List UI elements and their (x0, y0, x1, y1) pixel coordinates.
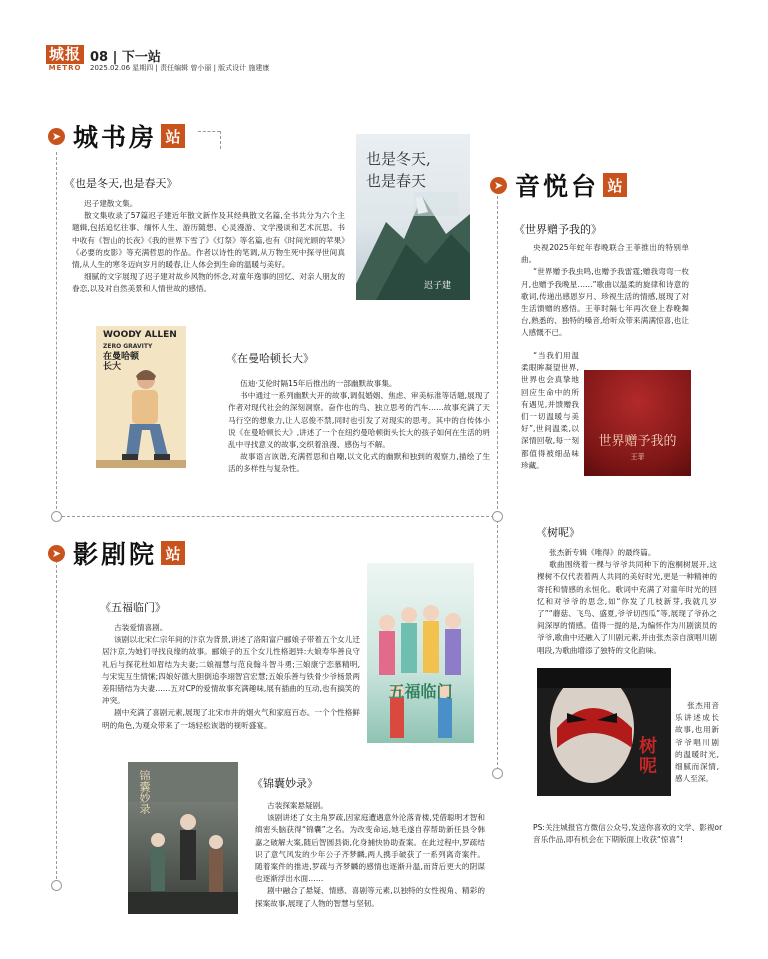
book-review: 伍迪·艾伦时隔15年后推出的一部幽默故事集。 书中通过一系列幽默大开的故事,调侃婚姻、焦虑、审美标准等话题,展现了作者对现代社会的深刻洞察。奋作也的鸟、独立思考的汽车……故事充满了天马行空的想象力,让人忍俊不禁,同时也引发了对现实的思考。其中的自传体小说《在曼哈顿长大》,讲述了一个在纽约曼哈顿街头长大的孩子如何在生活的坍乱中寻找意义的故事,交织着浪漫、感伤与不解。 故事语言诙谐,充满哲思和自嘲,以文化式的幽默和独到的观察力,描绘了生活的多样性与复杂性。 (228, 379, 490, 474)
drama-poster-image (128, 762, 238, 914)
divider-dot (51, 880, 62, 891)
divider-dot (51, 511, 62, 522)
section-title-books: ➤ 城书房 站 (48, 118, 185, 154)
cover-author: 迟子建 (424, 281, 452, 291)
album-cover-title: 树呢 (636, 736, 657, 776)
drama-title: 《五福临门》 (100, 601, 166, 614)
book-title: 《也是冬天,也是春天》 (64, 177, 178, 190)
logo-en: METRO (48, 64, 82, 72)
divider-top-left (198, 131, 220, 132)
section-title-films: ➤ 影剧院 站 (48, 535, 185, 571)
cover-en: ZERO GRAVITY (103, 343, 153, 350)
divider-dot (492, 768, 503, 779)
drama-poster-title: 锦囊妙录 (138, 770, 151, 814)
arrow-right-icon: ➤ (490, 177, 507, 194)
logo-cn: 城报 (46, 45, 84, 64)
issue-line: 2025.02.06 星期四 | 责任编辑 曾小丽 | 版式设计 施建康 (90, 64, 270, 72)
cover-author: WOODY ALLEN (103, 330, 177, 340)
divider-left-top (56, 152, 57, 514)
drama-poster-title: 五福临门 (388, 682, 453, 701)
metro-logo (46, 45, 84, 73)
drama-review: 古装爱情喜剧。 该剧以北宋仁宗年间的汴京为背景,讲述了洛阳富户郦娘子带着五个女儿迁居汴京,为她们寻找良缘的故事。郦娘子的五个女儿性格迥异:大娘寿华善良守礼后与探花杜如眉结为夫妻;二娘福慧与范良翰斗智斗勇;三娘康宁恋慕精明,与宋宪互生情愫;四娘好德大胆倒追李翊智宫宏慧;五娘乐善与铁骨少爷杨景两差阳错结为夫妻……五对CP的爱情故事充满趣味,展有插曲的互动,也有搞笑的冲突。 剧中充满了喜剧元素,展现了北宋市井的烟火气和家庭百态。一个个性格鲜明的角色,为观众带来了一场轻松诙谐的视听盛宴。 (102, 623, 360, 730)
drama-title: 《锦囊妙录》 (252, 777, 318, 790)
song-review: 央视2025年蛇年春晚联合王菲推出的特别单曲。 “世界赠予我虫鸣,也赠予我雷霆;赠我弯弯一枚月,也赠予我晚星……”歌曲以温柔的旋律和诗意的歌词,传递出感恩岁月、珍视生活的情感,展现了对生活馈赠的感悟。王菲时隔七年再次登上春晚舞台,熟悉的、独特的嗓音,给听众带来满满惊喜,也让人感慨不已。 (521, 243, 689, 338)
divider-center-bottom (497, 520, 498, 770)
song-review-wrap: “当我们用温柔眼眸凝望世界,世界也会真挚地回应生命中的所有遇见,并馈赠我们一切温暖与美好”,世间温柔,以深情回敬,每一刻都值得被细品味珍藏。 (521, 351, 579, 470)
book-title: 《在曼哈顿长大》 (226, 352, 314, 365)
song-review-wrap: 张杰用音乐讲述成长故事,也用新爷爷唱川剧的温暖时光,细腻而深情,感人至深。 (675, 701, 719, 784)
divider-left-bottom (56, 560, 57, 884)
drama-poster-image (367, 563, 474, 743)
album-cover-image (584, 370, 691, 476)
divider-center-top (497, 196, 498, 514)
divider-top-stub (220, 131, 221, 149)
arrow-right-icon: ➤ (48, 128, 65, 145)
album-cover-artist: 王菲 (630, 453, 645, 461)
song-title: 《树呢》 (536, 526, 580, 539)
drama-review: 古装探案悬疑剧。 该剧讲述了女主角罗疏,因家庭遭遇意外沦落青楼,凭借聪明才智和缜密头脑获得“锦囊”之名。为改变命运,她毛遂自荐帮助新任县令韩嘉之破解大案,随后智圆县衙,化身捕快协助查案。在此过程中,罗疏结识了意气风发的少年公子齐梦麟,两人携手破获了一系列离奇案件。随着案件的推进,罗疏与齐梦麟的感情也逐渐升温,而背后更大的阴谋也逐渐浮出水面…… 剧中融合了悬疑、情感、喜剧等元素,以独特的女性视角、精彩的探案故事,展现了人物的智慧与坚韧。 (255, 801, 485, 908)
album-cover-title: 世界赠予我的 (598, 434, 677, 449)
cover-cn: 在曼哈顿 长大 (103, 352, 140, 372)
arrow-right-icon: ➤ (48, 545, 65, 562)
book-cover-image (356, 134, 470, 300)
divider-horizontal (62, 516, 494, 517)
cover-title: 也是冬天, 也是春天 (366, 150, 431, 190)
page-number: 08 | 下一站 (90, 50, 161, 65)
album-cover-image (537, 668, 671, 796)
book-cover-image (96, 326, 186, 468)
song-title: 《世界赠予我的》 (514, 223, 602, 236)
ps-note: PS:关注城报官方微信公众号,发送你喜欢的文学、影视or音乐作品,即有机会在下期版面上收获“惊喜”! (533, 823, 723, 844)
section-title-music: ➤ 音悦台 站 (490, 167, 627, 203)
divider-dot (492, 511, 503, 522)
song-review: 张杰新专辑《唯得》的最终篇。 歌曲围绕着一棵与爷爷共同种下的泡桐树展开,这棵树不仅代表着两人共同的美好时光,更是一种精神的寄托和情感的永恒化。歌词中充满了对童年时光的回忆和对爷爷的思念,如“你发了几枝新芽,我就几岁了”“蘑菇、飞鸟、盛夏,爷爷切西瓜”等,展现了爷孙之间深厚的情感。值得一提的是,为编怀作为川剧演员的爷爷,歌曲中还融入了川剧元素,并由张杰亲自演唱川剧唱段,为歌曲增添了独特的文化韵味。 (537, 548, 717, 655)
book-review: 迟子建散文集。 散文集收录了57篇迟子建近年散文新作及其经典散文名篇,全书共分为六个主题辑,包括追忆往事、缅怀人生、游历随想、心灵漫游、文学漫谈和艺术沉思。书中收有《智山的长夜》《我的世界下雪了》《灯祭》等名篇,也有《时间光顾的苹果》《必要的皮影》等充满哲思的作品。作者以诗性的笔调,从万物生死中探寻世间真情,从人生的寒冬迈向岁月的暖春,让人体会到生命的温暖与美好。 细腻的文字展现了迟子建对故乡风物的怀念,对童年逸事的回忆、对亲人朋友的眷恋,以及对自然美景和人情世故的感悟。 (72, 199, 345, 294)
